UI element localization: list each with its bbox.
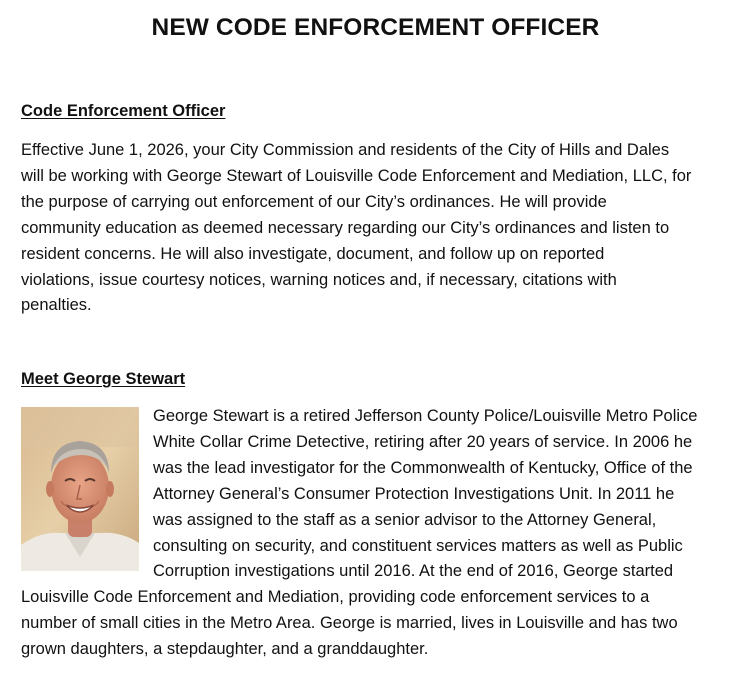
bio-full-paragraph xyxy=(21,585,678,663)
officer-section-heading: Code Enforcement Officer xyxy=(21,102,226,120)
paragraph-line: violations, issue courtesy notices, warning notices and, if necessary, citations with xyxy=(21,270,617,289)
paragraph-line: Corruption investigations until 2016. At the end of 2016, George started xyxy=(153,562,674,581)
officer-paragraph xyxy=(21,138,691,319)
paragraph-line: Louisville Code Enforcement and Mediation, providing code enforcement services to a xyxy=(21,588,650,606)
paragraph-line: number of small cities in the Metro Area. George is married, lives in Louisville and has two xyxy=(21,613,678,632)
paragraph-line: consulting on security, and constituent services matters as well as Public xyxy=(153,536,683,555)
paragraph-line: was assigned to the staff as a senior advisor to the Attorney General, xyxy=(153,510,657,529)
paragraph-line: penalties. xyxy=(21,296,92,315)
bio-section-heading: Meet George Stewart xyxy=(21,370,186,388)
paragraph-line: will be working with George Stewart of Louisville Code Enforcement and Mediation, LLC, for xyxy=(21,166,692,185)
bio-wrapped-paragraph xyxy=(153,404,697,585)
page-title: NEW CODE ENFORCEMENT OFFICER xyxy=(151,14,600,41)
paragraph-line: community education as deemed necessary regarding our City’s ordinances and listen to xyxy=(21,218,670,237)
paragraph-line: Attorney General’s Consumer Protection Investigations Unit. In 2011 he xyxy=(153,484,675,503)
paragraph-line: was the lead investigator for the Commonwealth of Kentucky, Office of the xyxy=(153,458,693,477)
paragraph-line: George Stewart is a retired Jefferson County Police/Louisville Metro Police xyxy=(153,407,698,425)
paragraph-line: resident concerns. He will also investigate, document, and follow up on reported xyxy=(21,244,605,263)
paragraph-line: grown daughters, a stepdaughter, and a granddaughter. xyxy=(21,639,429,658)
paragraph-line: White Collar Crime Detective, retiring after 20 years of service. In 2006 he xyxy=(153,432,693,451)
george-stewart-photo xyxy=(21,407,139,571)
paragraph-line: the purpose of carrying out enforcement of our City’s ordinances. He will provide xyxy=(21,192,607,211)
paragraph-line: Effective June 1, 2026, your City Commission and residents of the City of Hills and Dales xyxy=(21,141,670,159)
